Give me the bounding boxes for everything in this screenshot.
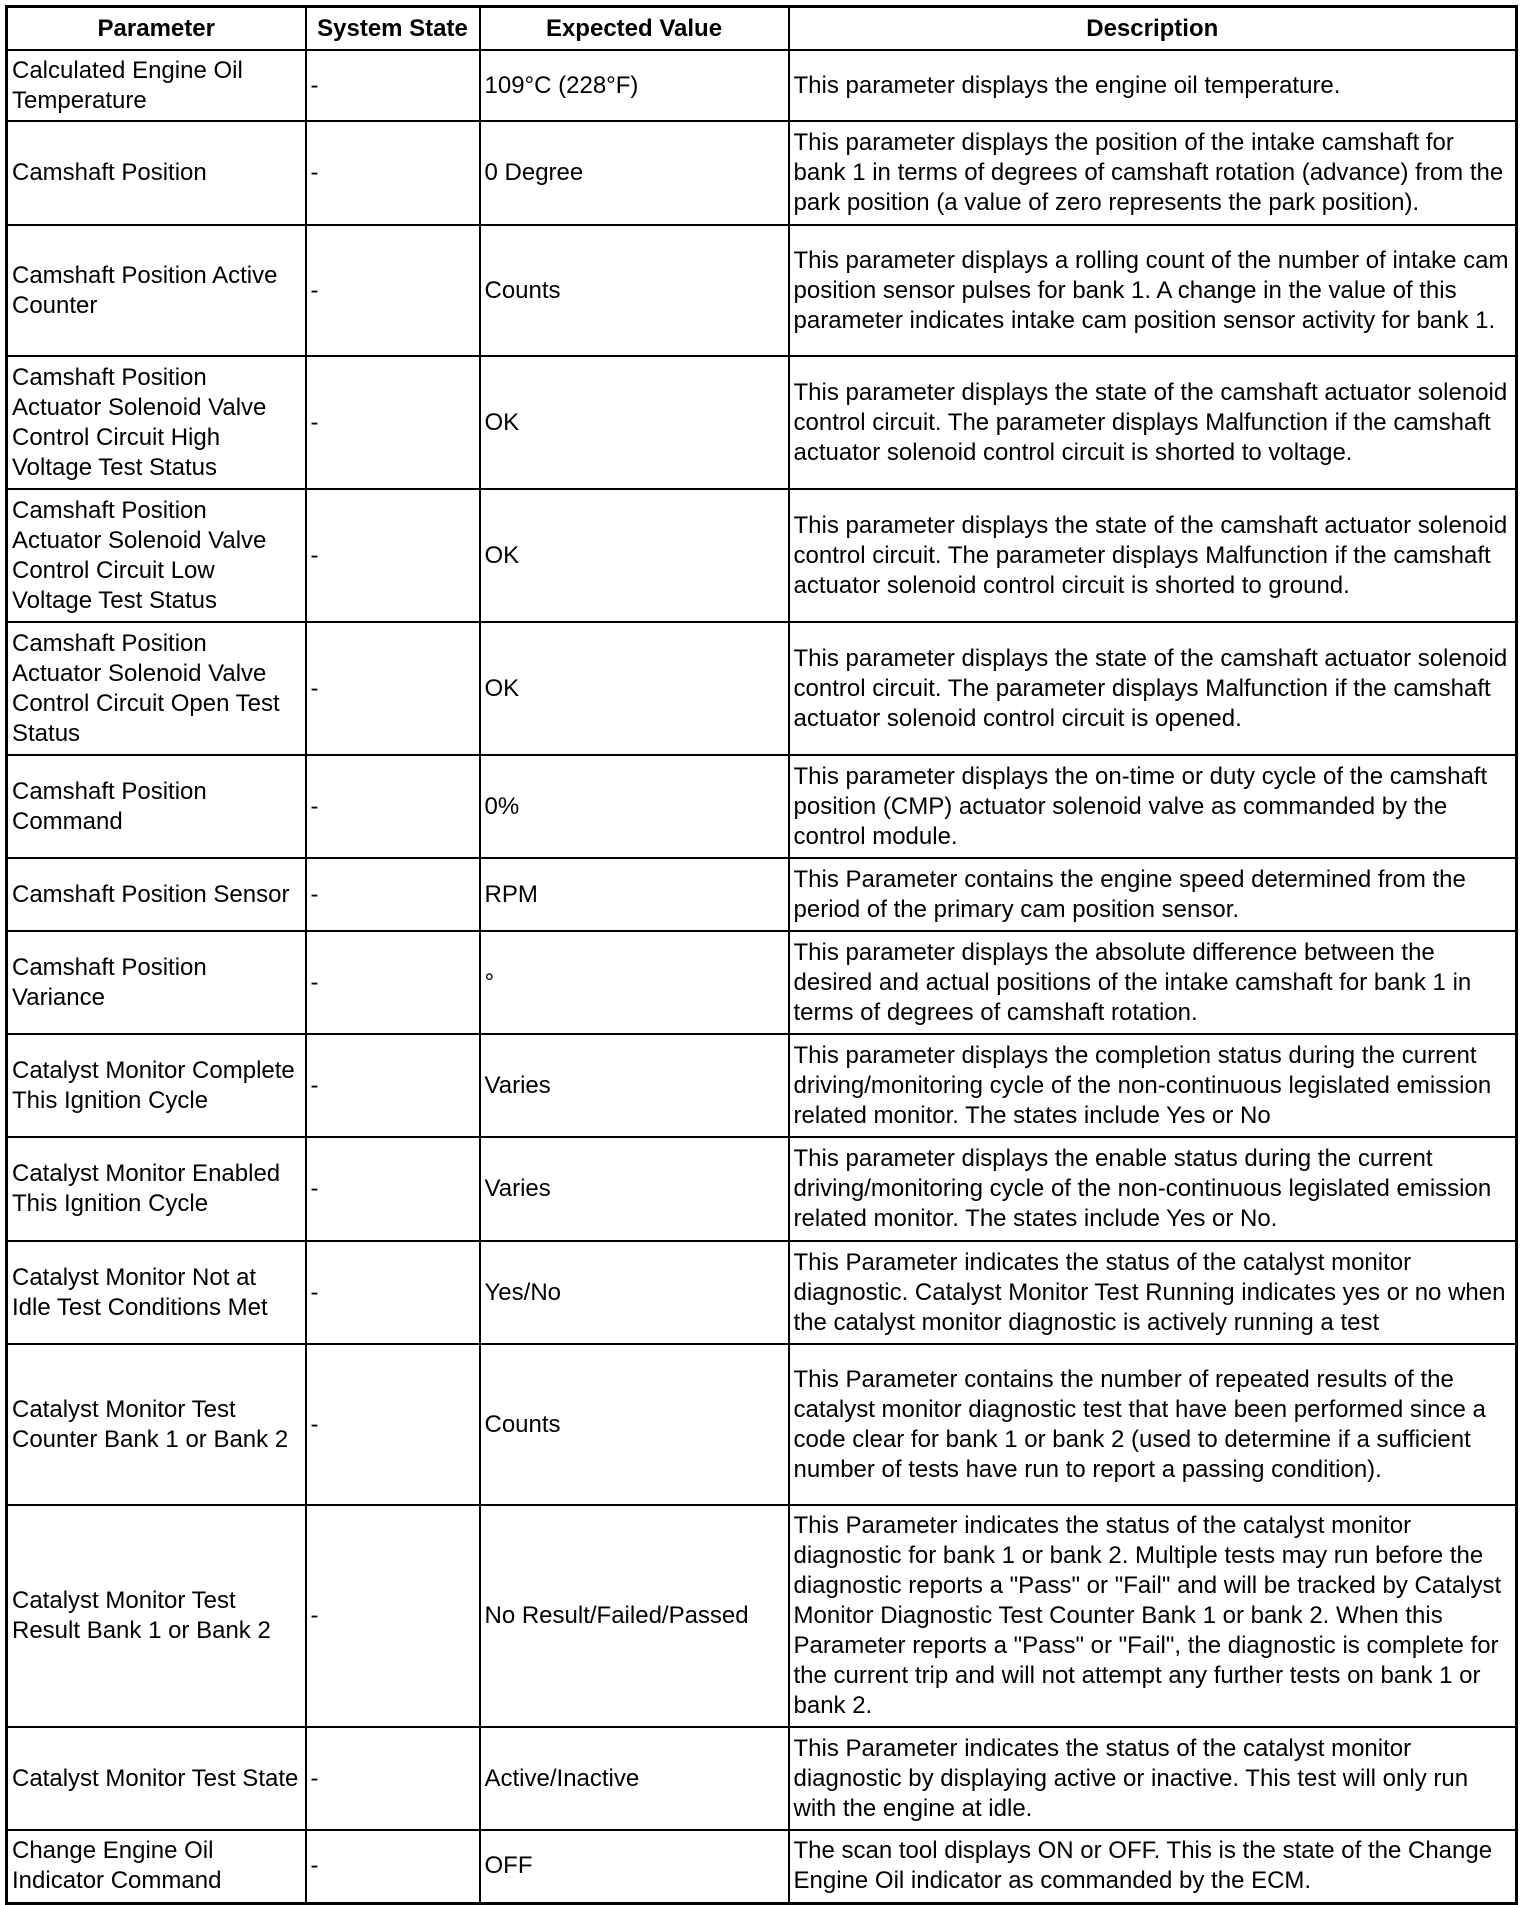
cell-parameter: Catalyst Monitor Test Counter Bank 1 or Bank 2 xyxy=(7,1344,306,1505)
cell-description: This parameter displays the position of the intake camshaft for bank 1 in terms of degrees of camshaft rotation (advance) from the park position (a value of zero represents the park position). xyxy=(789,121,1517,225)
cell-description: This parameter displays the enable status during the current driving/monitoring cycle of the non-continuous legislated emission related monitor. The states include Yes or No. xyxy=(789,1137,1517,1241)
cell-value: OFF xyxy=(480,1830,789,1903)
table-row xyxy=(7,1505,1517,1727)
cell-value: OK xyxy=(480,622,789,755)
cell-parameter: Camshaft Position Sensor xyxy=(7,858,306,931)
cell-state: - xyxy=(306,121,480,225)
table-row xyxy=(7,1241,1517,1344)
cell-state: - xyxy=(306,489,480,622)
cell-value: ° xyxy=(480,931,789,1034)
cell-description: This Parameter indicates the status of the catalyst monitor diagnostic for bank 1 or bank 2. Multiple tests may run before the diagnostic reports a "Pass" or "Fail" and will be tracked by Catalyst Monitor Diagnostic Test Counter Bank 1 or bank 2. When this Parameter reports a "Pass" or "Fail", the diagnostic is complete for the current trip and will not attempt any further tests on bank 1 or bank 2. xyxy=(789,1505,1517,1727)
cell-value: No Result/Failed/Passed xyxy=(480,1505,789,1727)
cell-state: - xyxy=(306,1830,480,1903)
header-row xyxy=(7,7,1517,51)
cell-description: This parameter displays the absolute difference between the desired and actual positions of the intake camshaft for bank 1 in terms of degrees of camshaft rotation. xyxy=(789,931,1517,1034)
parameter-table xyxy=(5,5,1518,1905)
cell-value: Active/Inactive xyxy=(480,1727,789,1830)
cell-parameter: Catalyst Monitor Not at Idle Test Conditions Met xyxy=(7,1241,306,1344)
cell-value: 0% xyxy=(480,755,789,858)
header-expected-value: Expected Value xyxy=(480,7,789,51)
cell-parameter: Camshaft Position Active Counter xyxy=(7,225,306,356)
cell-parameter: Change Engine Oil Indicator Command xyxy=(7,1830,306,1903)
cell-parameter: Camshaft Position Actuator Solenoid Valve Control Circuit Open Test Status xyxy=(7,622,306,755)
cell-parameter: Catalyst Monitor Test State xyxy=(7,1727,306,1830)
table-row xyxy=(7,489,1517,622)
cell-value: 0 Degree xyxy=(480,121,789,225)
cell-value: Counts xyxy=(480,225,789,356)
cell-value: OK xyxy=(480,356,789,489)
cell-state: - xyxy=(306,1344,480,1505)
cell-description: This Parameter indicates the status of the catalyst monitor diagnostic by displaying active or inactive. This test will only run with the engine at idle. xyxy=(789,1727,1517,1830)
header-system-state: System State xyxy=(306,7,480,51)
cell-value: Varies xyxy=(480,1034,789,1137)
cell-state: - xyxy=(306,1727,480,1830)
cell-value: Varies xyxy=(480,1137,789,1241)
cell-description: This parameter displays the engine oil temperature. xyxy=(789,50,1517,121)
cell-parameter: Catalyst Monitor Test Result Bank 1 or Bank 2 xyxy=(7,1505,306,1727)
cell-state: - xyxy=(306,931,480,1034)
table-row xyxy=(7,1727,1517,1830)
cell-state: - xyxy=(306,356,480,489)
cell-description: This parameter displays the completion status during the current driving/monitoring cycle of the non-continuous legislated emission related monitor. The states include Yes or No xyxy=(789,1034,1517,1137)
cell-value: Yes/No xyxy=(480,1241,789,1344)
cell-state: - xyxy=(306,1034,480,1137)
cell-value: OK xyxy=(480,489,789,622)
cell-description: This Parameter indicates the status of the catalyst monitor diagnostic. Catalyst Monitor Test Running indicates yes or no when the catalyst monitor diagnostic is actively running a test xyxy=(789,1241,1517,1344)
cell-description: This parameter displays the state of the camshaft actuator solenoid control circuit. The parameter displays Malfunction if the camshaft actuator solenoid control circuit is shorted to voltage. xyxy=(789,356,1517,489)
table-row xyxy=(7,356,1517,489)
cell-state: - xyxy=(306,1505,480,1727)
cell-parameter: Camshaft Position Actuator Solenoid Valve Control Circuit High Voltage Test Status xyxy=(7,356,306,489)
table-row xyxy=(7,225,1517,356)
cell-value: Counts xyxy=(480,1344,789,1505)
cell-parameter: Camshaft Position Actuator Solenoid Valve Control Circuit Low Voltage Test Status xyxy=(7,489,306,622)
cell-description: This Parameter contains the number of repeated results of the catalyst monitor diagnostic test that have been performed since a code clear for bank 1 or bank 2 (used to determine if a sufficient number of tests have run to report a passing condition). xyxy=(789,1344,1517,1505)
header-parameter: Parameter xyxy=(7,7,306,51)
cell-description: This parameter displays a rolling count of the number of intake cam position sensor pulses for bank 1. A change in the value of this parameter indicates intake cam position sensor activity for bank 1. xyxy=(789,225,1517,356)
cell-value: RPM xyxy=(480,858,789,931)
cell-parameter: Calculated Engine Oil Temperature xyxy=(7,50,306,121)
table-row xyxy=(7,858,1517,931)
table-row xyxy=(7,50,1517,121)
cell-state: - xyxy=(306,1137,480,1241)
cell-description: This parameter displays the state of the camshaft actuator solenoid control circuit. The parameter displays Malfunction if the camshaft actuator solenoid control circuit is opened. xyxy=(789,622,1517,755)
table-row xyxy=(7,1344,1517,1505)
cell-parameter: Camshaft Position Variance xyxy=(7,931,306,1034)
header-description: Description xyxy=(789,7,1517,51)
cell-value: 109°C (228°F) xyxy=(480,50,789,121)
cell-parameter: Camshaft Position xyxy=(7,121,306,225)
cell-description: The scan tool displays ON or OFF. This is the state of the Change Engine Oil indicator as commanded by the ECM. xyxy=(789,1830,1517,1903)
cell-state: - xyxy=(306,622,480,755)
table-row xyxy=(7,1137,1517,1241)
cell-state: - xyxy=(306,225,480,356)
cell-parameter: Catalyst Monitor Complete This Ignition Cycle xyxy=(7,1034,306,1137)
cell-state: - xyxy=(306,1241,480,1344)
cell-description: This parameter displays the state of the camshaft actuator solenoid control circuit. The parameter displays Malfunction if the camshaft actuator solenoid control circuit is shorted to ground. xyxy=(789,489,1517,622)
cell-description: This parameter displays the on-time or duty cycle of the camshaft position (CMP) actuator solenoid valve as commanded by the control module. xyxy=(789,755,1517,858)
cell-parameter: Camshaft Position Command xyxy=(7,755,306,858)
table-row xyxy=(7,931,1517,1034)
cell-state: - xyxy=(306,755,480,858)
table-row xyxy=(7,121,1517,225)
table-row xyxy=(7,622,1517,755)
table-row xyxy=(7,755,1517,858)
cell-description: This Parameter contains the engine speed determined from the period of the primary cam position sensor. xyxy=(789,858,1517,931)
cell-state: - xyxy=(306,858,480,931)
cell-parameter: Catalyst Monitor Enabled This Ignition Cycle xyxy=(7,1137,306,1241)
cell-state: - xyxy=(306,50,480,121)
table-row xyxy=(7,1830,1517,1903)
table-row xyxy=(7,1034,1517,1137)
